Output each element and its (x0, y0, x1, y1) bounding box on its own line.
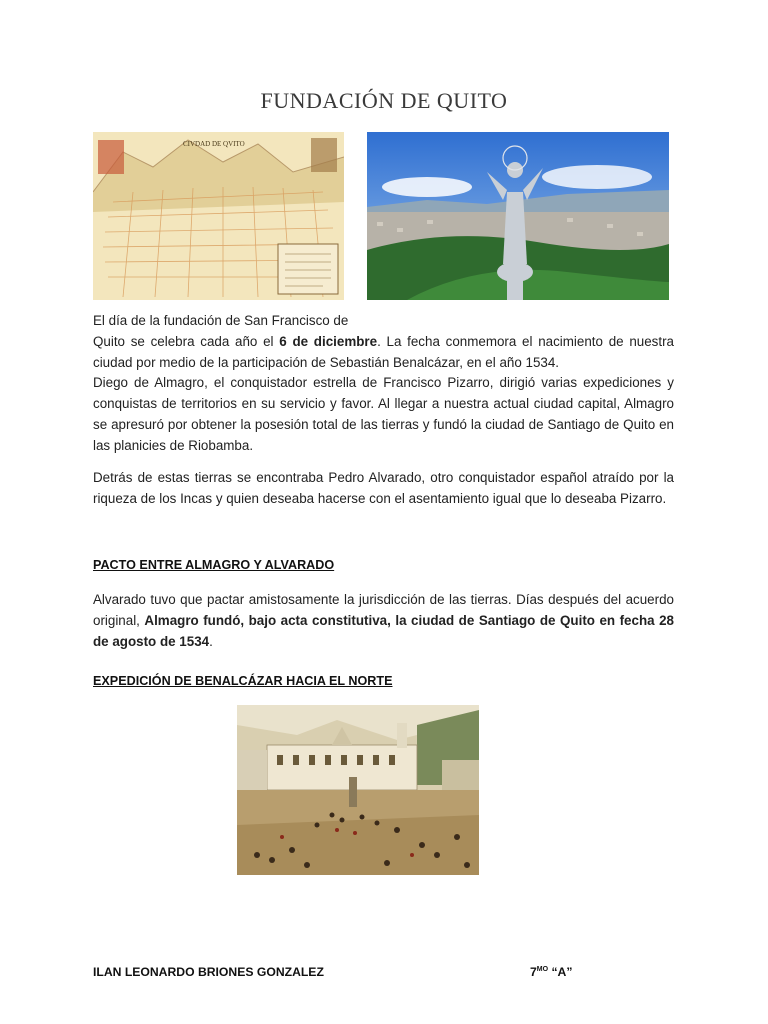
pacto-paragraph (93, 590, 674, 652)
section-heading-pacto: PACTO ENTRE ALMAGRO Y ALVARADO (93, 558, 335, 572)
grade-section: “A” (548, 965, 573, 979)
intro-line-2 (93, 332, 674, 374)
pacto-bold: Almagro fundó, bajo acta constitutiva, la ciudad de Santiago de Quito en fecha 28 de agosto de 1534 (93, 612, 674, 649)
grade-superscript: MO (536, 965, 549, 973)
grade-number: 7 (530, 965, 537, 979)
intro-part-b: . La fecha conmemora el nacimiento de nuestra ciudad por medio de la participación de Sebastián Benalcázar, en el año 1534. (93, 333, 674, 370)
page-title: FUNDACIÓN DE QUITO (260, 88, 508, 113)
intro-part-a: Quito se celebra cada año el (93, 333, 280, 349)
section-heading-expedicion: EXPEDICIÓN DE BENALCÁZAR HACIA EL NORTE (93, 674, 393, 688)
intro-paragraph (93, 311, 674, 457)
intro-line-1: El día de la fundación de San Francisco de (93, 313, 349, 328)
historic-map-image (93, 132, 344, 300)
footer-grade (530, 965, 572, 979)
almagro-paragraph: Diego de Almagro, el conquistador estrella de Francisco Pizarro, dirigió varias expediciones y conquistas de territorios en su servicio y favor. Al llegar a nuestra actual ciudad capital, Almagro se apresuró por obtener la posesión total de las tierras y fundó la ciudad de Santiago de Quito en las planicies de Riobamba. (93, 375, 674, 453)
alvarado-paragraph: Detrás de estas tierras se encontraba Pedro Alvarado, otro conquistador español atraído por la riqueza de los Incas y quien deseaba hacerse con el asentamiento igual que lo deseaba Pizarro. (93, 470, 674, 506)
colonial-plaza-painting (237, 705, 479, 875)
virgin-statue-image (367, 132, 669, 300)
pacto-part-b: . (209, 633, 213, 649)
map-caption: CIVDAD DE QVITO (183, 140, 245, 148)
footer-author: ILAN LEONARDO BRIONES GONZALEZ (93, 965, 324, 979)
foundation-date: 6 de diciembre (279, 333, 378, 349)
pacto-part-a: Alvarado tuvo que pactar amistosamente la jurisdicción de las tierras. Días después del acuerdo original, (93, 592, 674, 628)
